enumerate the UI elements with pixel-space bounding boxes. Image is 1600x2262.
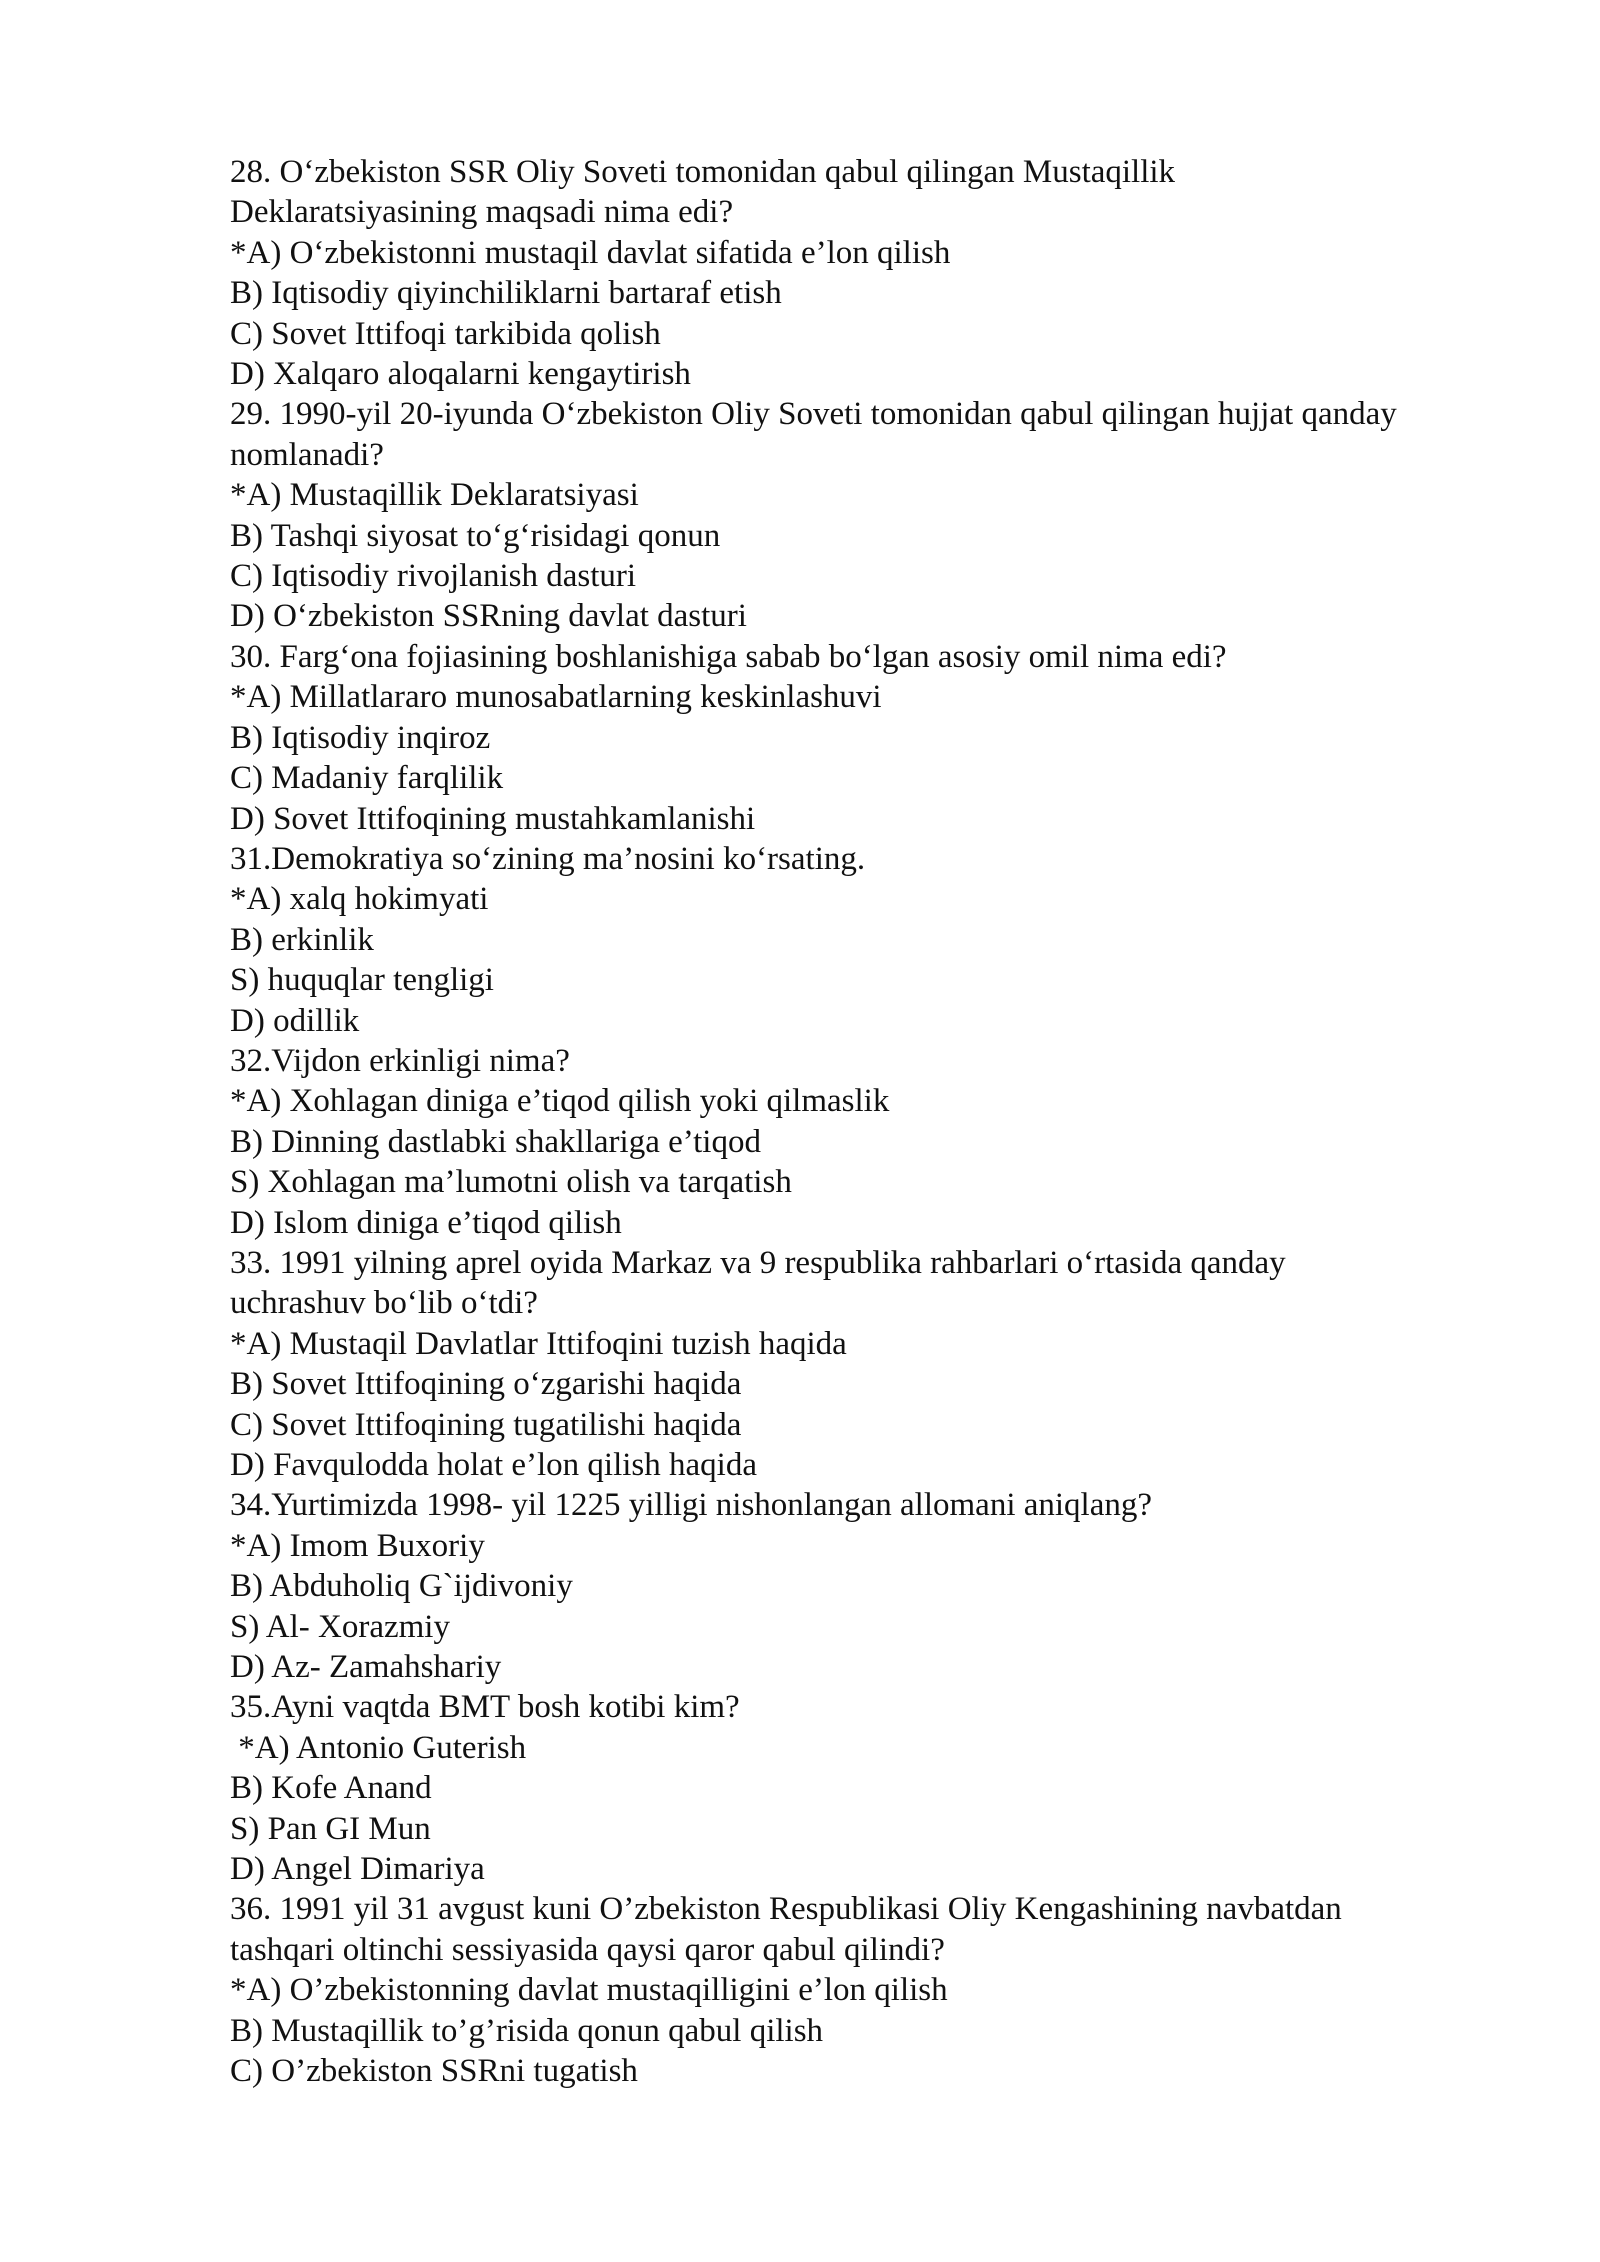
- question-30-answer-c: C) Madaniy farqlilik: [230, 760, 504, 797]
- question-29-line-1: 29. 1990-yil 20-iyunda O‘zbekiston Oliy Soveti tomonidan qabul qilingan hujjat qanday: [230, 396, 1397, 433]
- question-34-answer-d: D) Az- Zamahshariy: [230, 1649, 502, 1686]
- question-32-answer-b: B) Dinning dastlabki shakllariga e’tiqod: [230, 1123, 761, 1160]
- question-29-answer-b: B) Tashqi siyosat to‘g‘risidagi qonun: [230, 517, 721, 554]
- question-28-answer-c: C) Sovet Ittifoqi tarkibida qolish: [230, 315, 661, 352]
- question-34-answer-a: *A) Imom Buxoriy: [230, 1527, 485, 1564]
- question-35-answer-b: B) Kofe Anand: [230, 1770, 432, 1807]
- question-34: 34.Yurtimizda 1998- yil 1225 yilligi nishonlangan allomani aniqlang?: [230, 1487, 1153, 1524]
- question-30-answer-d: D) Sovet Ittifoqining mustahkamlanishi: [230, 800, 756, 837]
- question-29-answer-c: C) Iqtisodiy rivojlanish dasturi: [230, 558, 637, 595]
- question-33-answer-d: D) Favqulodda holat e’lon qilish haqida: [230, 1447, 757, 1483]
- question-28-answer-b: B) Iqtisodiy qiyinchiliklarni bartaraf etish: [230, 275, 782, 312]
- question-29-line-2: nomlanadi?: [230, 436, 384, 473]
- quiz-text-body: [230, 152, 1500, 2092]
- question-36-line-2: tashqari oltinchi sessiyasida qaysi qaror qabul qilindi?: [230, 1931, 945, 1968]
- question-28-line-2: Deklaratsiyasining maqsadi nima edi?: [230, 194, 734, 231]
- question-30-answer-a: *A) Millatlararo munosabatlarning keskinlashuvi: [230, 679, 882, 716]
- question-36-answer-a: *A) O’zbekistonning davlat mustaqilligini e’lon qilish: [230, 1972, 948, 2009]
- question-36-line-1: 36. 1991 yil 31 avgust kuni O’zbekiston Respublikasi Oliy Kengashining navbatdan: [230, 1891, 1342, 1928]
- question-33-answer-b: B) Sovet Ittifoqining o‘zgarishi haqida: [230, 1366, 742, 1403]
- question-31-answer-d: D) odillik: [230, 1002, 360, 1039]
- question-36-answer-c: C) O’zbekiston SSRni tugatish: [230, 2053, 638, 2090]
- question-34-answer-s: S) Al- Xorazmiy: [230, 1608, 450, 1645]
- question-33-answer-a: *A) Mustaqil Davlatlar Ittifoqini tuzish haqida: [230, 1325, 847, 1362]
- question-32: 32.Vijdon erkinligi nima?: [230, 1042, 570, 1079]
- question-35-answer-s: S) Pan GI Mun: [230, 1810, 431, 1847]
- question-35-answer-d: D) Angel Dimariya: [230, 1851, 485, 1888]
- question-31-answer-b: B) erkinlik: [230, 921, 374, 958]
- question-32-answer-a: *A) Xohlagan diniga e’tiqod qilish yoki qilmaslik: [230, 1083, 890, 1120]
- question-31-answer-a: *A) xalq hokimyati: [230, 881, 489, 918]
- question-33-line-1: 33. 1991 yilning aprel oyida Markaz va 9 respublika rahbarlari o‘rtasida qanday: [230, 1244, 1286, 1281]
- question-28-line-1: 28. O‘zbekiston SSR Oliy Soveti tomonidan qabul qilingan Mustaqillik: [230, 154, 1176, 190]
- question-35: 35.Ayni vaqtda BMT bosh kotibi kim?: [230, 1689, 740, 1726]
- question-34-answer-b: B) Abduholiq G`ijdivoniy: [230, 1568, 573, 1605]
- question-33-line-2: uchrashuv bo‘lib o‘tdi?: [230, 1285, 538, 1322]
- question-31-answer-s: S) huquqlar tengligi: [230, 962, 494, 999]
- question-30: 30. Farg‘ona fojiasining boshlanishiga sabab bo‘lgan asosiy omil nima edi?: [230, 638, 1227, 675]
- question-31: 31.Demokratiya so‘zining ma’nosini ko‘rsating.: [230, 840, 866, 877]
- question-29-answer-d: D) O‘zbekiston SSRning davlat dasturi: [230, 598, 747, 635]
- question-32-answer-d: D) Islom diniga e’tiqod qilish: [230, 1204, 622, 1241]
- question-28-answer-a: *A) O‘zbekistonni mustaqil davlat sifatida e’lon qilish: [230, 234, 951, 271]
- question-36-answer-b: B) Mustaqillik to’g’risida qonun qabul qilish: [230, 2012, 824, 2049]
- question-30-answer-b: B) Iqtisodiy inqiroz: [230, 719, 491, 756]
- question-28-answer-d: D) Xalqaro aloqalarni kengaytirish: [230, 356, 691, 393]
- question-29-answer-a: *A) Mustaqillik Deklaratsiyasi: [230, 477, 639, 514]
- question-33-answer-c: C) Sovet Ittifoqining tugatilishi haqida: [230, 1406, 742, 1443]
- question-35-answer-a: *A) Antonio Guterish: [230, 1729, 527, 1766]
- question-32-answer-s: S) Xohlagan ma’lumotni olish va tarqatish: [230, 1164, 792, 1201]
